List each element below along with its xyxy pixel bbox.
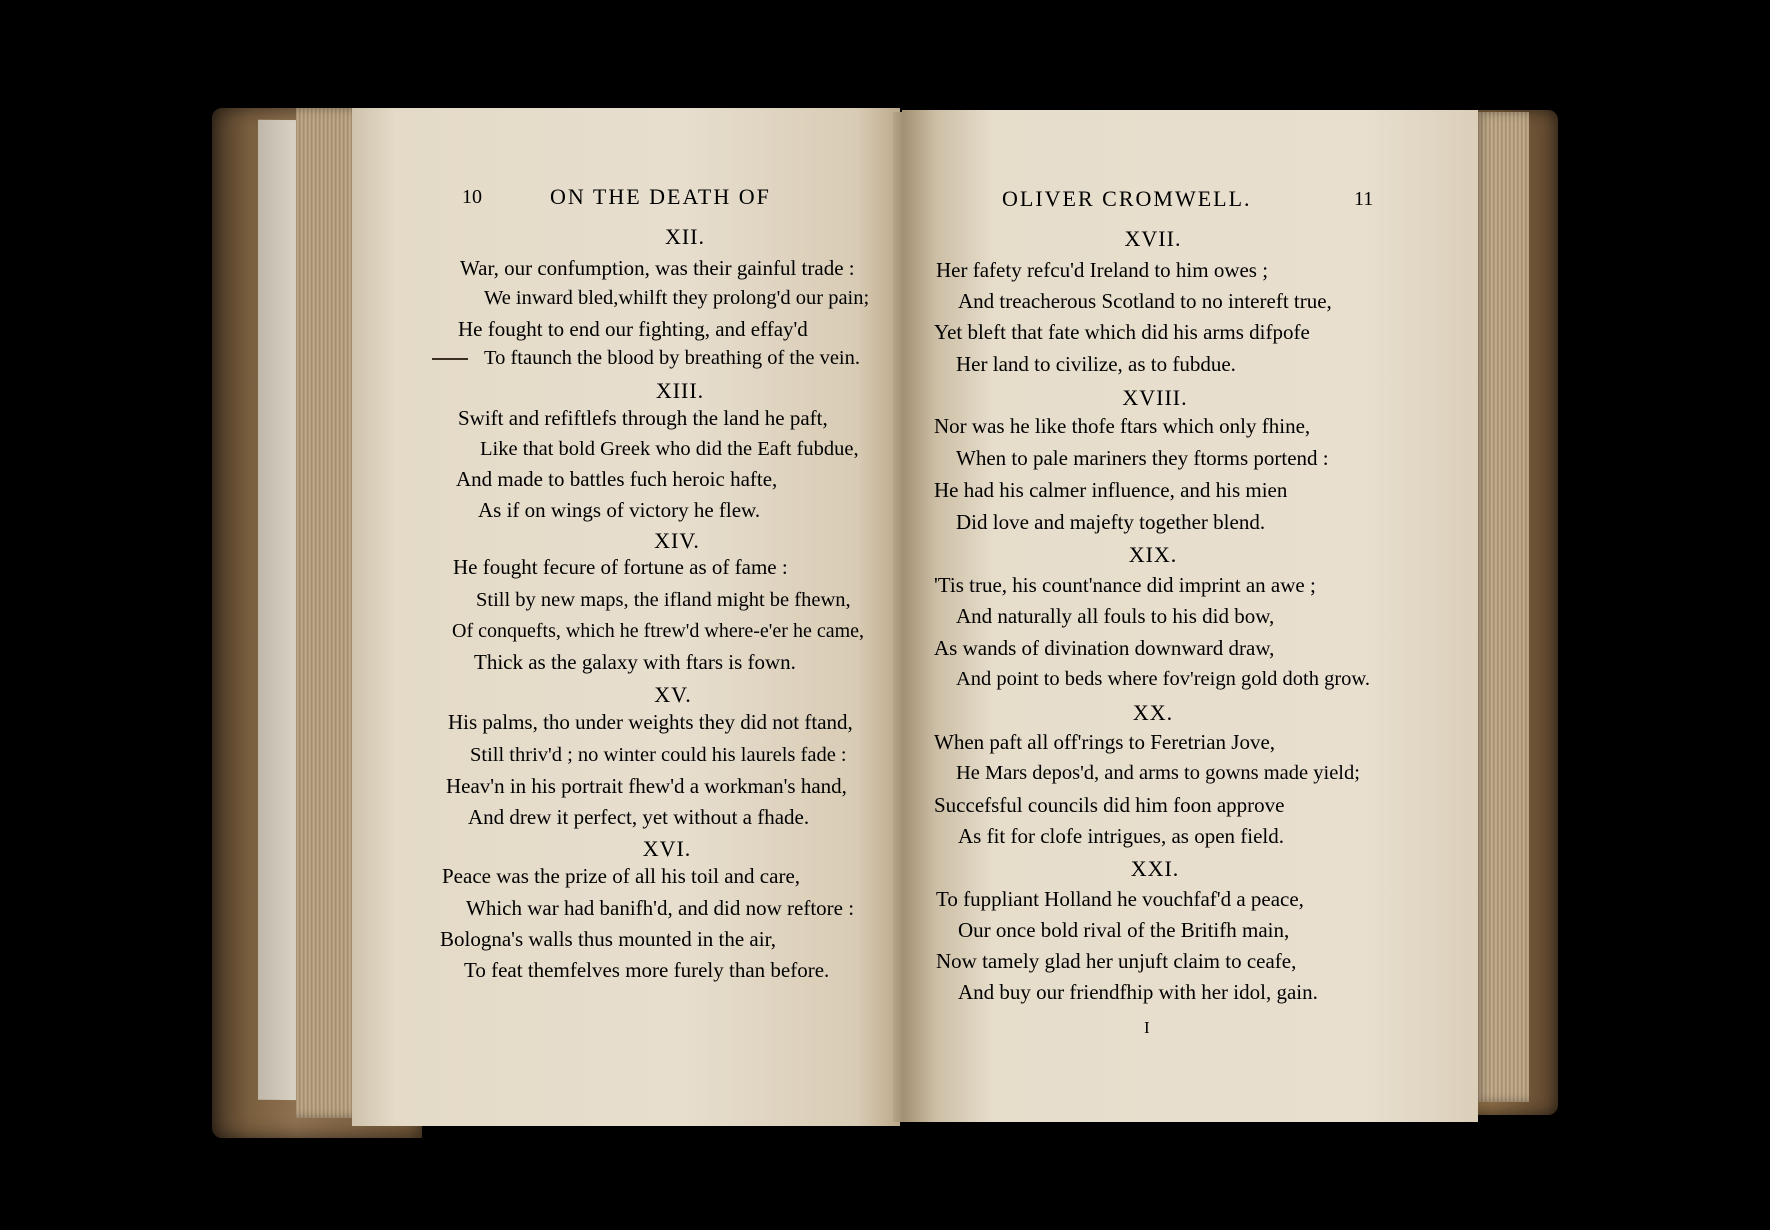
verse-line: Yet bleft that fate which did his arms difpofe <box>934 320 1310 344</box>
verse-line: Now tamely glad her unjuft claim to ceafe, <box>936 949 1297 973</box>
verse-line: He had his calmer influence, and his mien <box>934 478 1288 502</box>
verse-line: We inward bled,whilft they prolong'd our pain; <box>484 287 870 309</box>
verse-line: And point to beds where fov'reign gold doth grow. <box>956 668 1371 690</box>
stanza-number: XV. <box>654 682 692 707</box>
verse-line: Her fafety refcu'd Ireland to him owes ; <box>936 258 1269 282</box>
verse-line: Did love and majefty together blend. <box>956 510 1266 534</box>
verse-line: And naturally all fouls to his did bow, <box>956 604 1275 628</box>
signature-mark: I <box>1144 1018 1150 1037</box>
verse-line: When to pale mariners they ftorms portend : <box>956 446 1329 470</box>
verse-line: Like that bold Greek who did the Eaft fubdue, <box>480 438 859 460</box>
stanza-number: XIII. <box>655 378 705 403</box>
right-folio: 11 <box>1354 188 1374 210</box>
stanza-number: XVIII. <box>1122 385 1188 410</box>
verse-line: Thick as the galaxy with ftars is fown. <box>474 650 796 674</box>
verse-line: He fought fecure of fortune as of fame : <box>453 555 788 579</box>
verse-line: Peace was the prize of all his toil and care, <box>442 864 801 888</box>
stanza-number: XX. <box>1132 700 1174 725</box>
right-page-edges <box>1474 112 1529 1102</box>
verse-line: Her land to civilize, as to fubdue. <box>956 352 1236 376</box>
verse-line: Of conquefts, which he ftrew'd where-e'er he came, <box>452 620 865 642</box>
verse-line: And treacherous Scotland to no intereft true, <box>958 289 1332 313</box>
verse-line: Our once bold rival of the Britifh main, <box>958 918 1290 942</box>
verse-line: War, our confumption, was their gainful trade : <box>460 256 855 280</box>
marginal-dash <box>432 358 468 360</box>
verse-line: And buy our friendfhip with her idol, gain. <box>958 980 1318 1004</box>
left-running-head: ON THE DEATH OF <box>550 184 771 209</box>
verse-line: Still by new maps, the ifland might be fhewn, <box>476 589 851 611</box>
verse-line: His palms, tho under weights they did not ftand, <box>448 710 853 734</box>
verse-line: Heav'n in his portrait fhew'd a workman's hand, <box>446 774 847 798</box>
stanza-number: XII. <box>664 224 706 249</box>
stanza-number: XVII. <box>1124 226 1182 251</box>
verse-line: To ftaunch the blood by breathing of the vein. <box>484 347 861 369</box>
verse-line: And made to battles fuch heroic hafte, <box>456 467 778 491</box>
stanza-number: XVI. <box>642 836 692 861</box>
verse-line: To feat themfelves more furely than before. <box>464 958 830 982</box>
verse-line: Bologna's walls thus mounted in the air, <box>440 927 776 951</box>
verse-line: And drew it perfect, yet without a fhade. <box>468 805 810 829</box>
verse-line: When paft all off'rings to Feretrian Jove, <box>934 730 1276 754</box>
verse-line: Nor was he like thofe ftars which only fhine, <box>934 414 1311 438</box>
verse-line: He Mars depos'd, and arms to gowns made yield; <box>956 762 1360 784</box>
verse-line: To fuppliant Holland he vouchfaf'd a peace, <box>936 887 1304 911</box>
stanza-number: XIX. <box>1128 542 1178 567</box>
verse-line: Succefsful councils did him foon approve <box>934 793 1285 817</box>
verse-line: Swift and refiftlefs through the land he paft, <box>458 406 828 430</box>
verse-line: He fought to end our fighting, and effay'd <box>458 317 808 341</box>
stanza-number: XXI. <box>1130 856 1180 881</box>
stanza-number: XIV. <box>654 528 700 553</box>
verse-line: As fit for clofe intrigues, as open field. <box>958 824 1284 848</box>
right-running-head: OLIVER CROMWELL. <box>1002 186 1252 211</box>
verse-line: Which war had banifh'd, and did now reftore : <box>466 896 855 920</box>
left-folio: 10 <box>462 186 482 208</box>
verse-line: As if on wings of victory he flew. <box>478 498 761 522</box>
verse-line: Still thriv'd ; no winter could his laurels fade : <box>470 744 847 766</box>
verse-line: 'Tis true, his count'nance did imprint an awe ; <box>934 573 1316 597</box>
verse-line: As wands of divination downward draw, <box>934 636 1275 660</box>
